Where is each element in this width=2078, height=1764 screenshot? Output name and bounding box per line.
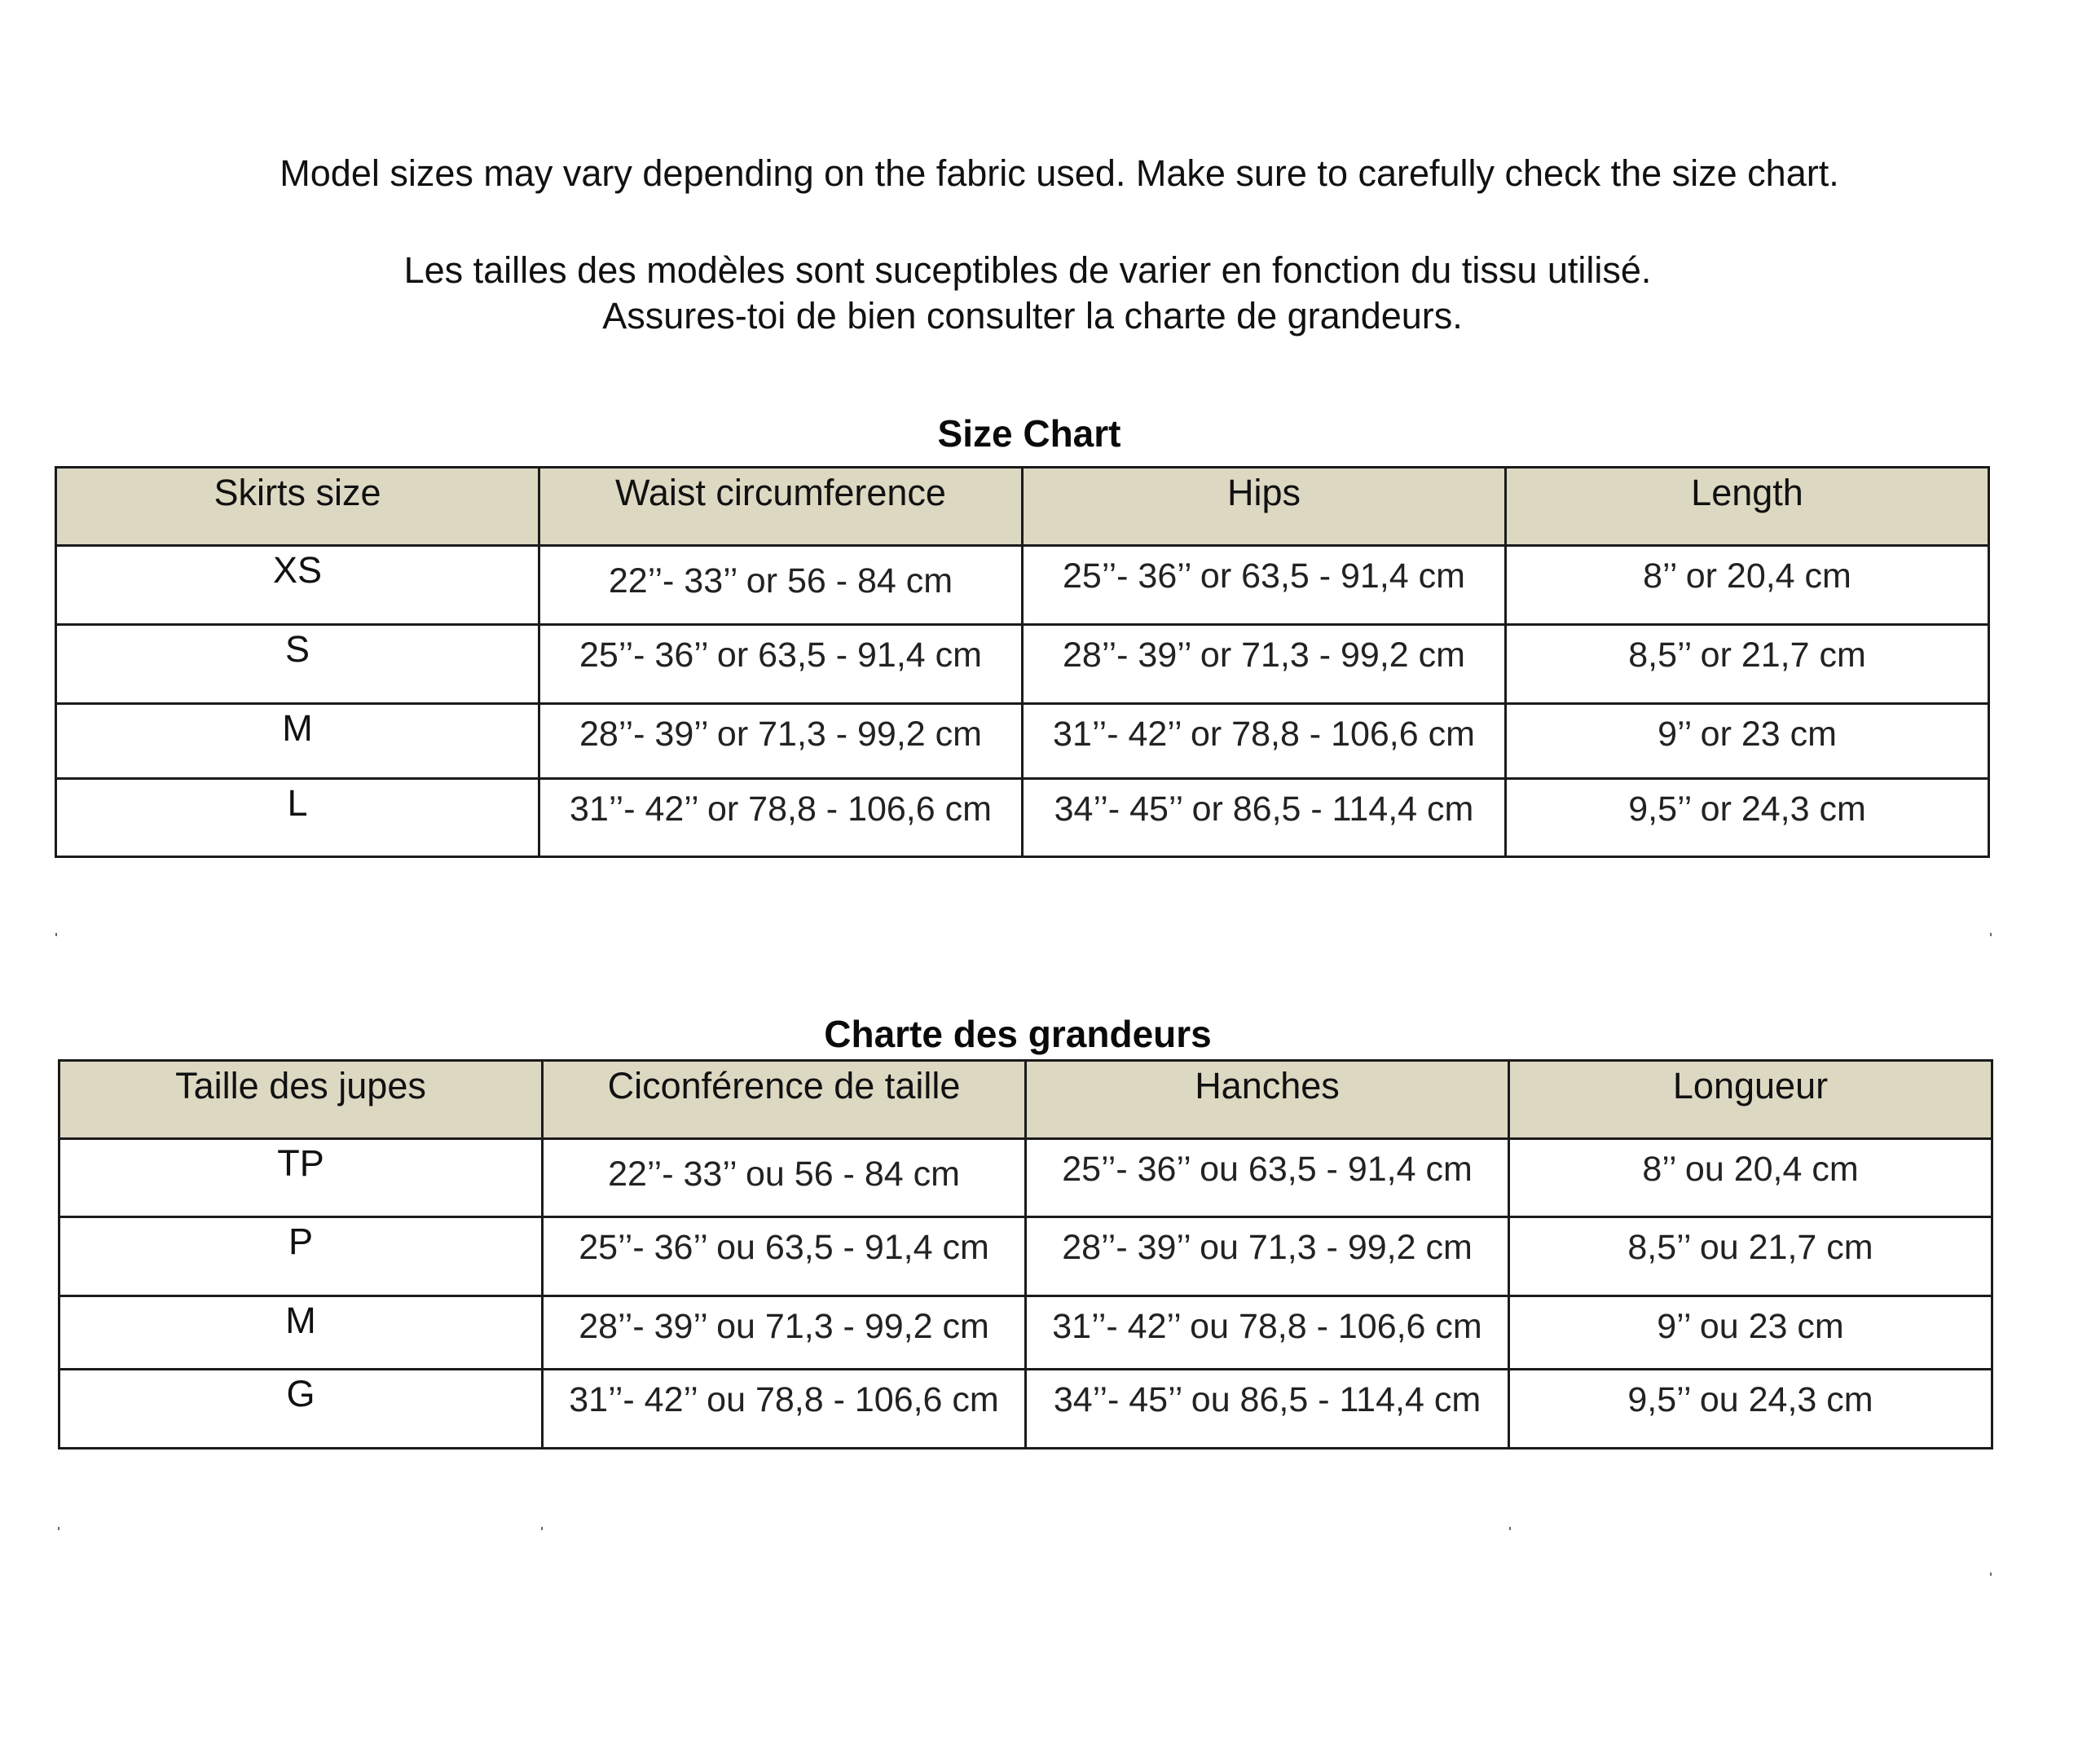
size-cell: M [59,1296,543,1370]
header-skirts-size: Skirts size [56,468,539,546]
table-row [56,546,1989,625]
length-cell: 8,5’’ or 21,7 cm [1506,625,1989,704]
marker-dot [1990,933,1992,936]
table-row [59,1370,1992,1449]
table-row [56,625,1989,704]
header-taille-des-jupes: Taille des jupes [59,1061,543,1139]
waist-cell: 28’’- 39’’ ou 71,3 - 99,2 cm [543,1296,1026,1370]
size-cell: P [59,1217,543,1296]
table-header-row [56,468,1989,546]
size-cell: TP [59,1139,543,1217]
waist-cell: 28’’- 39’’ or 71,3 - 99,2 cm [539,704,1023,779]
length-cell: 8’’ ou 20,4 cm [1509,1139,1992,1217]
marker-dot [55,933,57,936]
table-row [59,1217,1992,1296]
length-cell: 9’’ or 23 cm [1506,704,1989,779]
table-row [56,704,1989,779]
intro-french-line-1: Les tailles des modèles sont suceptibles de varier en fonction du tissu utilisé. [403,249,1652,291]
length-cell: 8’’ or 20,4 cm [1506,546,1989,625]
marker-dot [541,1527,543,1530]
header-hanches: Hanches [1026,1061,1509,1139]
hips-cell: 28’’- 39’’ or 71,3 - 99,2 cm [1023,625,1506,704]
header-waist: Waist circumference [539,468,1023,546]
waist-cell: 31’’- 42’’ or 78,8 - 106,6 cm [539,779,1023,857]
intro-french-line-2: Assures-toi de bien consulter la charte de grandeurs. [602,295,1463,337]
intro-english: Model sizes may vary depending on the fabric used. Make sure to carefully check the size chart. [280,152,1839,194]
waist-cell: 31’’- 42’’ ou 78,8 - 106,6 cm [543,1370,1026,1449]
marker-dot [58,1527,59,1530]
header-hips: Hips [1023,468,1506,546]
table-header-row [59,1061,1992,1139]
size-cell: L [56,779,539,857]
header-length: Length [1506,468,1989,546]
table-row [59,1296,1992,1370]
size-chart-table [55,466,1990,858]
hips-cell: 25’’- 36’’ or 63,5 - 91,4 cm [1023,546,1506,625]
waist-cell: 25’’- 36’’ ou 63,5 - 91,4 cm [543,1217,1026,1296]
size-cell: G [59,1370,543,1449]
length-cell: 8,5’’ ou 21,7 cm [1509,1217,1992,1296]
table-row [56,779,1989,857]
hips-cell: 28’’- 39’’ ou 71,3 - 99,2 cm [1026,1217,1509,1296]
waist-cell: 22’’- 33’’ or 56 - 84 cm [539,546,1023,625]
hips-cell: 31’’- 42’’ ou 78,8 - 106,6 cm [1026,1296,1509,1370]
header-circonference: Ciconférence de taille [543,1061,1026,1139]
size-chart-title: Size Chart [937,412,1121,455]
waist-cell: 25’’- 36’’ or 63,5 - 91,4 cm [539,625,1023,704]
hips-cell: 25’’- 36’’ ou 63,5 - 91,4 cm [1026,1139,1509,1217]
marker-dot [1990,1573,1992,1576]
table-row [59,1139,1992,1217]
length-cell: 9’’ ou 23 cm [1509,1296,1992,1370]
size-cell: S [56,625,539,704]
hips-cell: 34’’- 45’’ ou 86,5 - 114,4 cm [1026,1370,1509,1449]
charte-title: Charte des grandeurs [824,1013,1212,1055]
marker-dot [1509,1527,1511,1530]
length-cell: 9,5’’ ou 24,3 cm [1509,1370,1992,1449]
hips-cell: 31’’- 42’’ or 78,8 - 106,6 cm [1023,704,1506,779]
charte-table [58,1059,1993,1449]
length-cell: 9,5’’ or 24,3 cm [1506,779,1989,857]
hips-cell: 34’’- 45’’ or 86,5 - 114,4 cm [1023,779,1506,857]
size-cell: XS [56,546,539,625]
size-cell: M [56,704,539,779]
header-longueur: Longueur [1509,1061,1992,1139]
waist-cell: 22’’- 33’’ ou 56 - 84 cm [543,1139,1026,1217]
